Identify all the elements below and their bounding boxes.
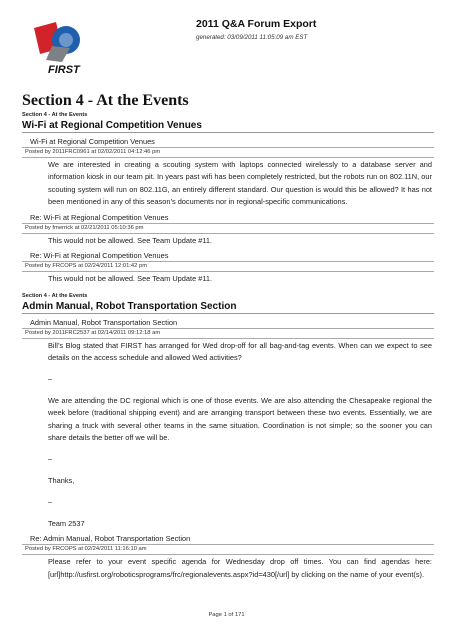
post xyxy=(22,533,434,581)
post-meta: Posted by FRCOPS at 02/24/2011 11:16:10 am xyxy=(22,544,434,555)
post-meta: Posted by 2011FRC0961 at 02/02/2011 04:12:46 pm xyxy=(22,147,434,158)
topic-breadcrumb: Section 4 - At the Events xyxy=(22,292,88,299)
page-number: Page 1 of 171 xyxy=(208,612,245,618)
logo-text: FIRST xyxy=(48,64,80,76)
post-paragraph: – xyxy=(48,497,53,507)
post xyxy=(22,136,434,209)
topic xyxy=(22,112,434,285)
post-body xyxy=(22,159,434,209)
post-paragraph: Team 2537 xyxy=(48,518,85,528)
post-subject: Re: Wi-Fi at Regional Competition Venues xyxy=(30,250,169,260)
post-meta: Posted by fmerrick at 02/21/2011 05:10:36 pm xyxy=(22,223,434,234)
post-paragraph: Thanks, xyxy=(48,475,75,485)
divider xyxy=(22,313,434,314)
export-title: 2011 Q&A Forum Export xyxy=(196,18,317,30)
post-paragraph: We are interested in creating a scouting system with laptops connected wirelessly to a database server and information kiosk in our team pit. In years past wifi has been completely restricted, but the robots run on 802.11N, our scouting system will run on 802.11G, an entirely different standard. Our question is would this be allowed? It has not been mentioned in any of this season’s documents nor in regional-specific communications. xyxy=(48,160,432,207)
post-body xyxy=(22,340,434,530)
post-paragraph: We are attending the DC regional which is one of those events. We are also attending the Chesapeake regional the week before (traditional shipping event) and are arranging transport between these two events. Essentially, we are sharing a truck with several other teams in the same situation. Coordination is not simple; so the sooner you can share details the better off we will be. xyxy=(48,395,432,443)
first-logo-icon xyxy=(26,18,96,78)
post-body xyxy=(22,556,434,581)
first-logo xyxy=(26,18,96,78)
divider xyxy=(22,132,434,133)
generated-timestamp: generated: 03/09/2011 11:05:09 am EST xyxy=(196,34,308,41)
post xyxy=(22,212,434,247)
topic xyxy=(22,293,434,581)
post-paragraph: – xyxy=(48,454,53,464)
post-body: This would not be allowed. See Team Update #11. xyxy=(48,235,213,245)
post-subject: Re: Wi-Fi at Regional Competition Venues xyxy=(30,212,169,222)
post xyxy=(22,250,434,285)
post-paragraph: – xyxy=(48,374,53,384)
post-subject: Wi-Fi at Regional Competition Venues xyxy=(30,137,155,146)
topic-title: Admin Manual, Robot Transportation Section xyxy=(22,300,237,312)
post-paragraph: Please refer to your event specific agenda for Wednesday drop off times. You can find agendas here: [url]http://usfirst.org/roboticsprograms/frc/regionalevents.aspx?id=430[/url] by clicking on the name of your event(s). xyxy=(48,557,432,579)
export-header xyxy=(196,18,436,41)
topic-breadcrumb: Section 4 - At the Events xyxy=(22,112,88,118)
topic-title: Wi-Fi at Regional Competition Venues xyxy=(22,120,202,131)
post-paragraph: Bill’s Blog stated that FIRST has arranged for Wed drop-off for all bag-and-tag events. When can we expect to see details on the access schedule and allowed Wed activities? xyxy=(48,340,432,363)
content xyxy=(22,92,434,581)
post-subject: Re: Admin Manual, Robot Transportation Section xyxy=(30,534,191,544)
post xyxy=(22,317,434,530)
post-meta: Posted by 2011FRC2537 at 02/14/2011 09:12:18 am xyxy=(22,328,434,339)
post-body: This would not be allowed. See Team Update #11. xyxy=(48,273,213,283)
section-title: Section 4 - At the Events xyxy=(22,92,189,109)
post-subject: Admin Manual, Robot Transportation Section xyxy=(30,317,178,327)
post-meta: Posted by FRCOPS at 02/24/2011 12:01:42 pm xyxy=(22,261,434,272)
